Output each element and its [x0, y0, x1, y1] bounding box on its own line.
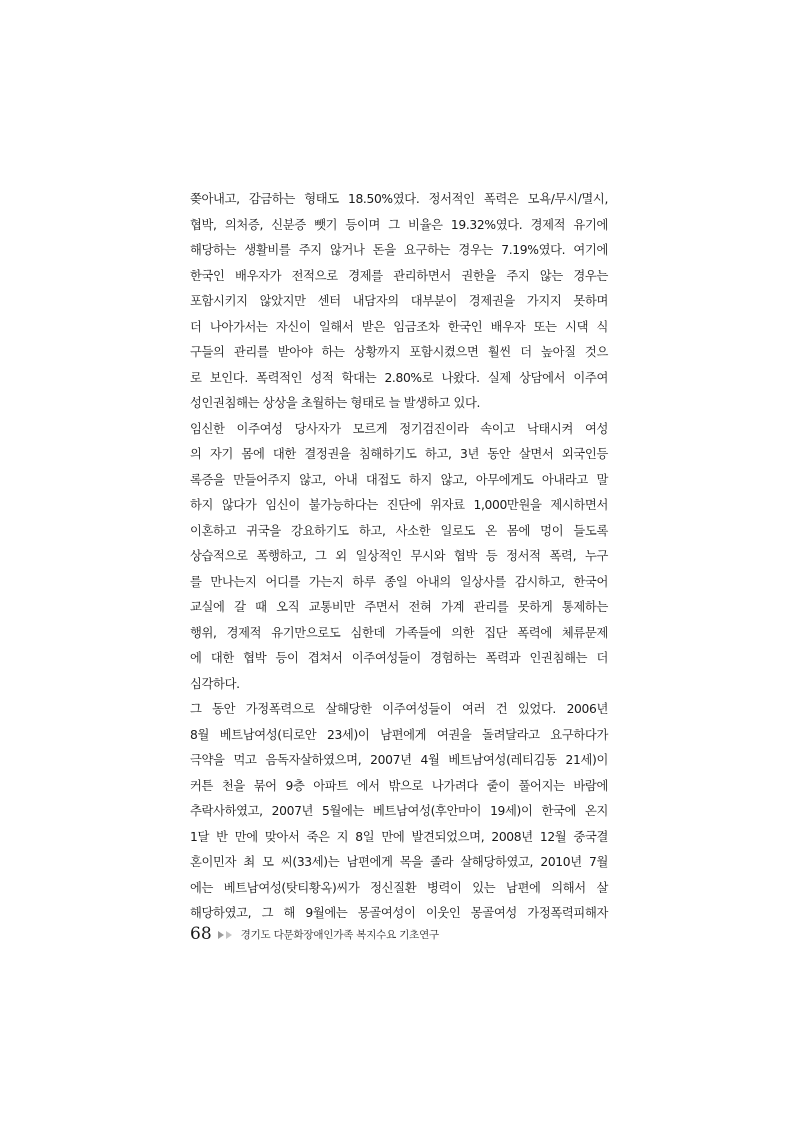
- text-line: 상습적으로 폭행하고, 그 외 일상적인 무시와 협박 등 정서적 폭력, 누구: [190, 549, 608, 563]
- text-line: 교실에 갈 때 오직 교통비만 주면서 전혀 가계 관리를 못하게 통제하는: [190, 600, 608, 614]
- text-line: 커튼 천을 묶어 9층 아파트 에서 밖으로 나가려다 줄이 풀어지는 바람에: [190, 778, 608, 793]
- triangle-arrow-icon: [226, 931, 232, 939]
- text-line: 극약을 먹고 음독자살하였으며, 2007년 4월 베트남여성(레티김동 21세)이: [190, 753, 608, 767]
- text-line: 해당하는 생활비를 주지 않거나 돈을 요구하는 경우는 7.19%였다. 여기에: [190, 243, 608, 257]
- text-line: 성인권침해는 상상을 초월하는 형태로 늘 발생하고 있다.: [190, 396, 481, 410]
- text-line: 한국인 배우자가 전적으로 경제를 관리하면서 권한을 주지 않는 경우는: [190, 268, 608, 283]
- text-line: 하지 않다가 임신이 불가능하다는 진단에 위자료 1,000만원을 제시하면서: [190, 498, 608, 512]
- text-line: 그 동안 가정폭력으로 살해당한 이주여성들이 여러 건 있었다. 2006년: [190, 702, 608, 716]
- text-line: 의 자기 몸에 대한 결정권을 침해하기도 하고, 3년 동안 살면서 외국인등: [190, 447, 608, 461]
- text-line: 임신한 이주여성 당사자가 모르게 정기검진이라 속이고 낙태시켜 여성: [190, 421, 608, 436]
- text-line: 추락사하였고, 2007년 5월에는 베트남여성(후안마이 19세)이 한국에 온지: [190, 804, 608, 818]
- text-line: 에 대한 협박 등이 겹쳐서 이주여성들이 경험하는 폭력과 인권침해는 더: [190, 651, 608, 665]
- text-line: 를 만나는지 어디를 가는지 하루 종일 아내의 일상사를 감시하고, 한국어: [190, 574, 608, 589]
- text-line: 해당하였고, 그 해 9월에는 몽골여성이 이웃인 몽골여성 가정폭력피해자: [190, 906, 608, 920]
- text-line: 구들의 관리를 받아야 하는 상황까지 포함시켰으면 훨씬 더 높아질 것으: [190, 345, 608, 359]
- page-number: 68: [190, 924, 212, 944]
- page-footer: [190, 920, 439, 944]
- text-line: 8월 베트남여성(티로안 23세)이 남편에게 여권을 돌려달라고 요구하다가: [190, 727, 608, 742]
- text-line: 행위, 경제적 유기만으로도 심한데 가족들에 의한 집단 폭력에 체류문제: [190, 625, 608, 640]
- text-line: 쫒아내고, 감금하는 형태도 18.50%였다. 정서적인 폭력은 모욕/무시/멸시,: [190, 192, 608, 206]
- text-line: 협박, 의처증, 신분증 뺏기 등이며 그 비율은 19.32%였다. 경제적 유기에: [190, 217, 608, 232]
- text-line: 심각하다.: [190, 676, 240, 691]
- text-line: 포함시키지 않았지만 센터 내담자의 대부분이 경제권을 가지지 못하며: [190, 294, 608, 308]
- text-line: 이혼하고 귀국을 강요하기도 하고, 사소한 일로도 온 몸에 멍이 들도록: [190, 523, 608, 538]
- text-line: 1달 반 만에 맞아서 죽은 지 8일 만에 발견되었으며, 2008년 12월 중국결: [190, 829, 608, 844]
- body-text: [190, 187, 608, 927]
- text-line: 에는 베트남여성(탓티황옥)씨가 정신질환 병력이 있는 남편에 의해서 살: [190, 880, 608, 895]
- text-line: 록증을 만들어주지 않고, 아내 대접도 하지 않고, 아무에게도 아내라고 말: [190, 472, 608, 487]
- triangle-arrow-icon: [218, 931, 224, 939]
- footer-title: 경기도 다문화장애인가족 복지수요 기초연구: [240, 929, 439, 941]
- text-line: 혼이민자 최 모 씨(33세)는 남편에게 목을 졸라 살해당하였고, 2010년 7월: [190, 855, 608, 869]
- text-line: 더 나아가서는 자신이 일해서 받은 임금조차 한국인 배우자 또는 시댁 식: [190, 319, 608, 334]
- text-line: 로 보인다. 폭력적인 성적 학대는 2.80%로 나왔다. 실제 상담에서 이주여: [190, 370, 608, 385]
